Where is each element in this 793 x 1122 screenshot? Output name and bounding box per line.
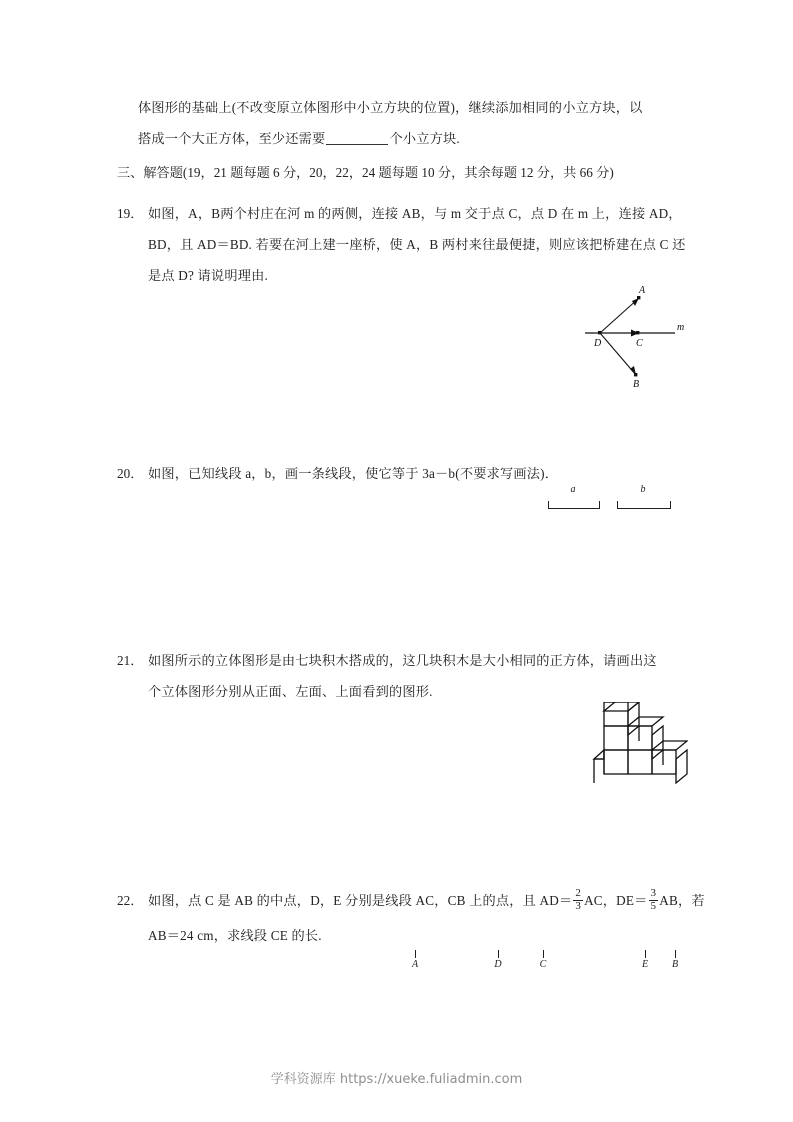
question-21-number: 21． bbox=[117, 653, 144, 668]
carryover-line-1: 体图形的基础上(不改变原立体图形中小立方块的位置)，继续添加相同的小立方块，以 bbox=[138, 100, 643, 115]
fraction-three-fifths bbox=[649, 888, 659, 912]
question-21-figure bbox=[592, 702, 688, 784]
fraction-two-thirds bbox=[573, 888, 583, 912]
point-tick bbox=[415, 950, 416, 958]
fraction-numerator: 2 bbox=[575, 887, 582, 900]
q22-text-c: AB，若 bbox=[659, 893, 705, 908]
segment-b-bar bbox=[617, 501, 671, 509]
question-19-line-3: 是点 D? 请说明理由. bbox=[148, 268, 268, 283]
question-22-number: 22． bbox=[117, 893, 144, 908]
question-19-line-1: 如图，A，B两个村庄在河 m 的两侧，连接 AB，与 m 交于点 C，点 D 在 m 上，连接 AD， bbox=[148, 206, 682, 221]
fill-in-blank[interactable] bbox=[326, 144, 388, 145]
svg-text:A: A bbox=[639, 285, 646, 296]
svg-text:m: m bbox=[677, 322, 685, 333]
point-label: E bbox=[641, 959, 649, 970]
question-20-number: 20． bbox=[117, 466, 144, 481]
carryover-line-2-before: 搭成一个大正方体，至少还需要 bbox=[138, 131, 326, 146]
point-tick bbox=[645, 950, 646, 958]
carryover-line-2-after: 个小立方块. bbox=[389, 131, 460, 146]
svg-text:B: B bbox=[633, 379, 640, 390]
fraction-denominator: 5 bbox=[650, 899, 657, 912]
point-tick bbox=[498, 950, 499, 958]
point-label: C bbox=[539, 959, 547, 970]
question-22-line-1 bbox=[148, 885, 705, 916]
question-21-line-1: 如图所示的立体图形是由七块积木搭成的，这几块积木是大小相同的正方体，请画出这 bbox=[148, 653, 657, 668]
section-heading: 三、解答题(19，21 题每题 6 分，20，22，24 题每题 10 分，其余每题 12 分，共 66 分) bbox=[117, 165, 614, 180]
svg-text:D: D bbox=[594, 338, 602, 349]
fraction-numerator: 3 bbox=[650, 887, 657, 900]
point-label: A bbox=[411, 959, 419, 970]
point-label: D bbox=[494, 959, 502, 970]
question-19-figure bbox=[583, 283, 693, 391]
point-label: B bbox=[671, 959, 679, 970]
point-tick bbox=[675, 950, 676, 958]
svg-text:C: C bbox=[636, 338, 643, 349]
segment-a-label: a bbox=[570, 484, 576, 495]
point-tick bbox=[543, 950, 544, 958]
question-19-number: 19． bbox=[117, 206, 144, 221]
fraction-denominator: 3 bbox=[575, 899, 582, 912]
question-20-line-1: 如图，已知线段 a，b，画一条线段，使它等于 3a－b(不要求写画法)． bbox=[148, 466, 559, 481]
question-20-figure bbox=[540, 484, 680, 513]
question-22-figure bbox=[400, 950, 690, 980]
segment-b-label: b bbox=[640, 484, 646, 495]
carryover-line-2 bbox=[138, 123, 460, 154]
question-22-line-2: AB＝24 cm，求线段 CE 的长. bbox=[148, 928, 322, 943]
question-19-line-2: BD，且 AD＝BD. 若要在河上建一座桥，使 A，B 两村来往最便捷，则应该把桥建在点 C 还 bbox=[148, 237, 686, 252]
q22-text-a: 如图，点 C 是 AB 的中点，D，E 分别是线段 AC，CB 上的点，且 AD＝ bbox=[148, 893, 573, 908]
segment-a-bar bbox=[548, 501, 600, 509]
question-21-line-2: 个立体图形分别从正面、左面、上面看到的图形. bbox=[148, 684, 433, 699]
page-footer-watermark: 学科资源库 https://xueke.fuliadmin.com bbox=[270, 1072, 523, 1087]
q22-text-b: AC，DE＝ bbox=[584, 893, 648, 908]
